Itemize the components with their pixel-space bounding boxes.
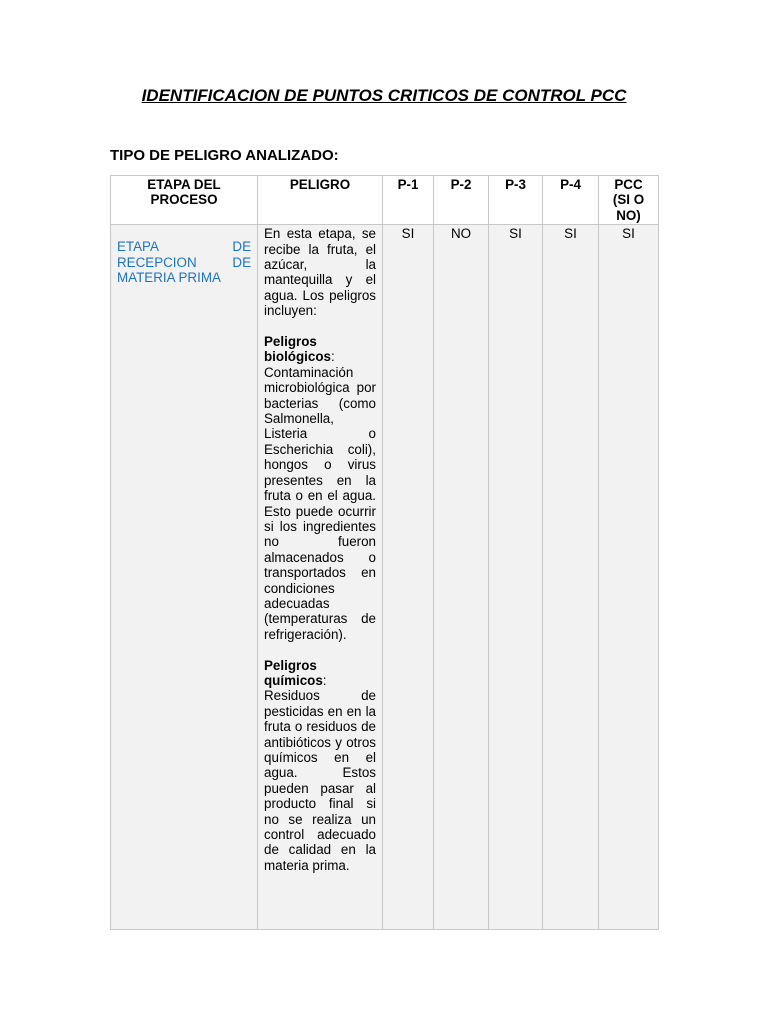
pcc-cell: SI: [599, 225, 659, 930]
header-p2: P-2: [434, 176, 489, 225]
p2-cell: NO: [434, 225, 489, 930]
pcc-table: [110, 175, 659, 930]
header-p1: P-1: [383, 176, 434, 225]
label-colon: :: [322, 672, 327, 688]
document-title: IDENTIFICACION DE PUNTOS CRITICOS DE CONTROL PCC: [141, 86, 627, 105]
table-header-row: [111, 176, 659, 225]
biological-hazards-label: Peligros biológicos: [264, 334, 331, 365]
label-colon: :: [330, 349, 335, 365]
p3-cell: SI: [489, 225, 543, 930]
hazard-cell: [258, 225, 383, 930]
table-row: [111, 225, 659, 930]
header-hazard: PELIGRO: [258, 176, 383, 225]
p4-cell: SI: [543, 225, 599, 930]
biological-hazards-text: Contaminación microbiológica por bacterias (como Salmonella, Listeria o Escherichia coli), hongos o virus presentes en la fruta o en el agua. Esto puede ocurrir si los ingredientes no fueron almacenados o transportados en condiciones adecuadas (temperaturas de refrigeración).: [264, 364, 376, 642]
chemical-hazards-label: Peligros químicos: [264, 657, 323, 688]
hazard-intro: En esta etapa, se recibe la fruta, el azúcar, la mantequilla y el agua. Los peligros incluyen:: [264, 226, 376, 319]
p1-cell: SI: [383, 225, 434, 930]
chemical-hazards: [264, 658, 376, 874]
header-p4: P-4: [543, 176, 599, 225]
biological-hazards: [264, 334, 376, 642]
header-p3: P-3: [489, 176, 543, 225]
stage-cell: ETAPA DE RECEPCION DE MATERIA PRIMA: [111, 225, 258, 930]
chemical-hazards-text: Residuos de pesticidas en en la fruta o residuos de antibióticos y otros químicos en el agua. Estos pueden pasar al producto final si no se realiza un control adecuado de calidad en la materia prima.: [264, 688, 376, 873]
hazard-type-heading: TIPO DE PELIGRO ANALIZADO:: [110, 147, 339, 164]
header-stage: ETAPA DEL PROCESO: [111, 176, 258, 225]
header-pcc: PCC (SI O NO): [599, 176, 659, 225]
